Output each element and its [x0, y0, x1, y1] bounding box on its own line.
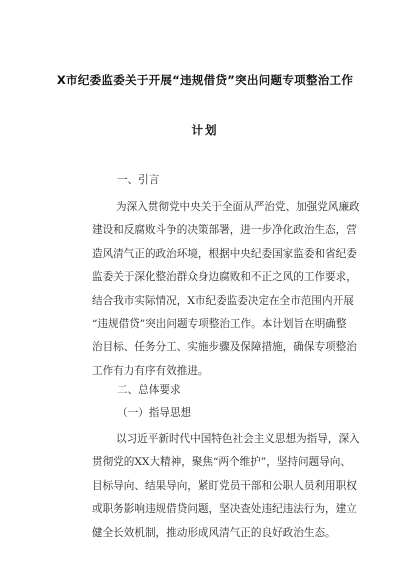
paragraph-line: 治目标、任务分工、实施步骤及保障措施，确保专项整治	[92, 341, 357, 354]
paragraph-line: 或职务影响违规借贷问题，坚决查处违纪违法行为，建立	[92, 503, 357, 516]
paragraph-line: 贯彻党的XX大精神，聚焦“两个维护”，坚持问题导向、	[92, 456, 351, 469]
document-title-line-2: 计划	[191, 123, 219, 137]
paragraph-line: “违规借贷”突出问题专项整治工作。本计划旨在明确整	[92, 318, 347, 331]
introduction-paragraph	[92, 196, 360, 383]
paragraph-line: 为深入贯彻党中央关于全面从严治党、加强党风廉政	[116, 201, 360, 213]
section-heading-general-requirements: 二、总体要求	[117, 384, 181, 396]
document-title-line-1: X市纪委监委关于开展“违规借贷”突出问题专项整治工作	[56, 73, 354, 87]
section-heading-introduction: 一、引言	[117, 174, 160, 186]
paragraph-line: 结合我市实际情况，X市纪委监委决定在全市范围内开展	[92, 294, 354, 307]
paragraph-line: 建设和反腐败斗争的决策部署，进一步净化政治生态，营	[92, 224, 357, 237]
guiding-ideology-paragraph	[92, 428, 360, 545]
paragraph-line: 监委关于深化整治群众身边腐败和不正之风的工作要求，	[92, 271, 357, 284]
paragraph-line: 目标导向、结果导向，紧盯党员干部和公职人员利用职权	[92, 479, 357, 492]
paragraph-line: 工作有力有序有效推进。	[92, 364, 209, 377]
paragraph-line: 造风清气正的政治环境，根据中央纪委国家监委和省纪委	[92, 247, 357, 260]
paragraph-line: 以习近平新时代中国特色社会主义思想为指导，深入	[116, 433, 360, 445]
subsection-heading-guiding-ideology: （一）指导思想	[117, 407, 192, 419]
paragraph-line: 健全长效机制，推动形成风清气正的良好政治生态。	[92, 526, 336, 539]
